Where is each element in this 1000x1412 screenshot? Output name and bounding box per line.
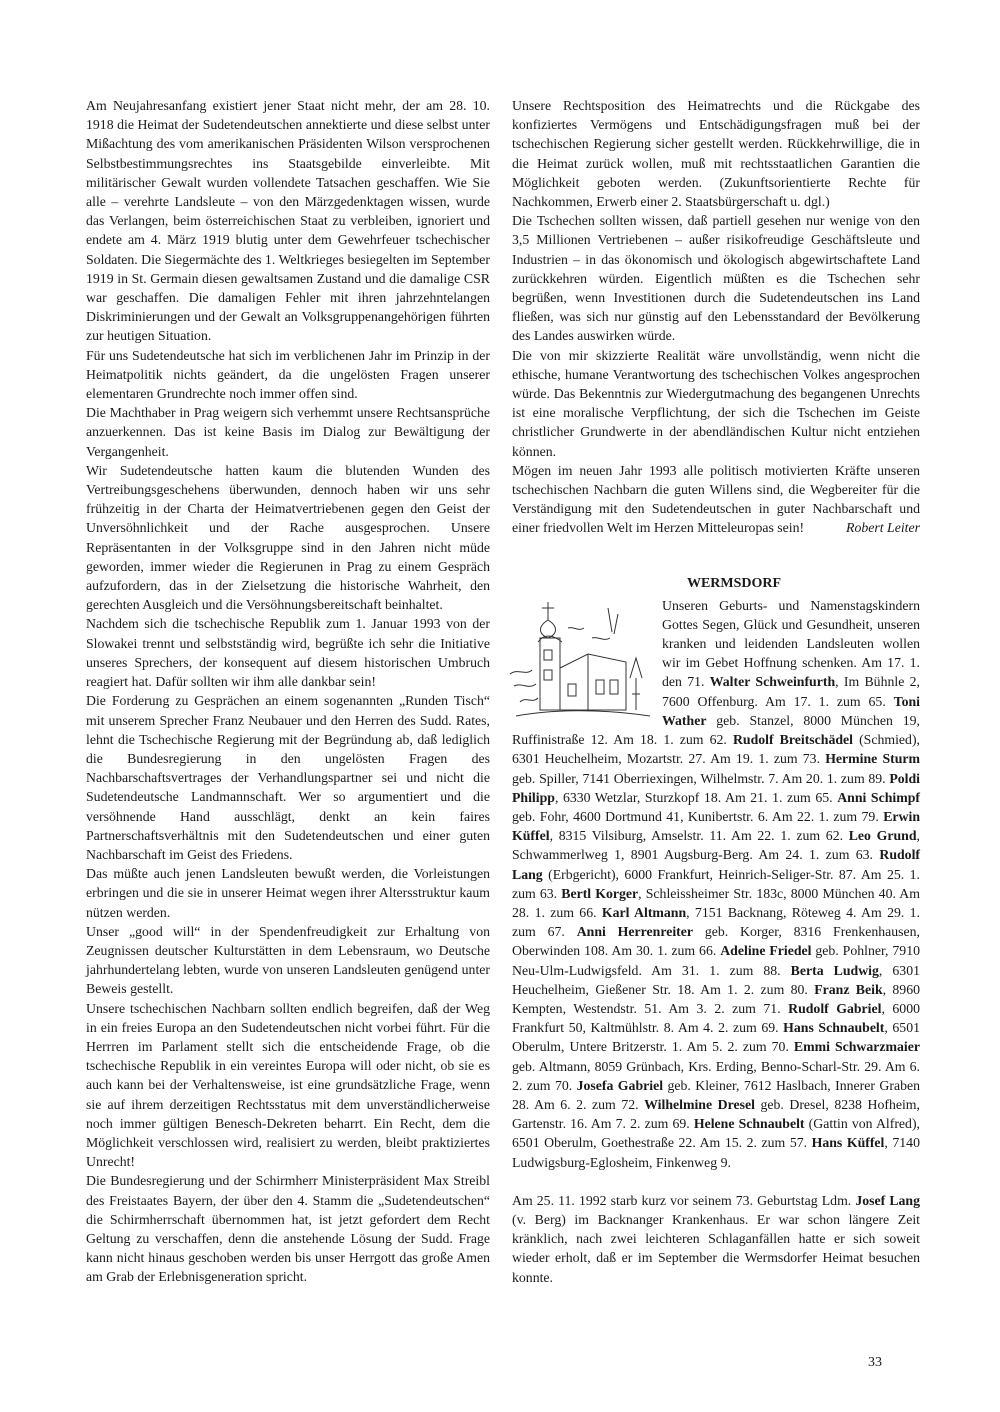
greeting-text: Unseren Geburts- und Namenstagskindern Gottes Segen, Glück und Gesundheit, unseren kranken und leidenden Landsleuten wollen wir im Gebet Hoffnung schenken. [662,597,920,671]
entry-address: geb. Pohlner, 7910 Neu-Ulm-Ludwigsfeld. [512,943,920,978]
paragraph-with-signature [512,461,920,538]
obituary [512,1191,920,1287]
entry-date: Am 5. 2. zum 70. [682,1039,794,1055]
obituary-intro: Am 25. 11. 1992 starb kurz vor seinem 73. Geburtstag Ldm. [512,1192,856,1208]
entry-address: (Erbgericht), 6000 Frankfurt, Heinrich-Seliger-Str. 87. [542,866,857,882]
person-name: Toni Wather [662,693,920,728]
entry-date: Am 3. 2. zum 71. [661,1000,789,1016]
paragraph: Die Tschechen sollten wissen, daß partiell gesehen nur wenige von den 3,5 Millionen Vertriebenen – außer risikofreudige Geschäftsleute und Industrien – in das ökonomisch und ökologisch abgewirtschaftete Land zurückkehren würden. Eigentlich müßten es die Tschechen sehr begrüßen, wenn Investitionen durch die Sudetendeutschen ins Land fließen, was sich nur günstig auf den Lebensstandard der Bevölkerung des Landes auswirken würde. [512,213,920,344]
entry-address: geb. Fohr, 4600 Dortmund 41, Kunibertstr. 6. [512,808,769,824]
paragraph: Wir Sudetendeutsche hatten kaum die blutenden Wunden des Vertreibungsgeschehens überwunden, dennoch haben wir uns sehr frühzeitig in der Charta der Heimatvertriebenen gegen den Geist der Unversöhnlichkeit und der Rache ausgesprochen. Unsere Repräsentanten in der Volksgruppe sind in den Jahren nicht müde geworden, immer wieder die Regierunen in Prag zu einem Gespräch aufzufordern, das in der Zielsetzung die historische Wahrheit, den gerechten Ausgleich und die Versöhnungsbereitschaft beinhaltet. [86,462,490,613]
entry-address: , 7151 Backnang, Röteweg 4. [686,904,857,920]
person-name: Josefa Gabriel [576,1077,664,1093]
person-name: Hermine Sturm [825,751,921,767]
entry-date: Am 17. 1. zum 65. [757,693,894,709]
person-name: Rudolf Breitschädel [732,732,853,748]
entry-address: (Gattin von Alfred), 6501 Oberulm, Goethestraße 22. [512,1116,920,1151]
page-number: 33 [868,1355,882,1370]
paragraph: Unsere tschechischen Nachbarn sollten endlich begreifen, daß der Weg in ein freies Europa an den Sudetendeutschen nicht vorbei führt. Für die Herrren im Parlament stellt sich die entscheidende Frage, ob die tschechische Republik in ein vereintes Europa will oder nicht, ob sie es auch kann bei der Verhaltensweise, ist eine grundsätzliche Frage, wenn sie auf ihrem derzeitigen Rechtsstatus mit dem unverständlicherweise noch immer gültigen Benesch-Dekreten beharrt. Ein Recht, dem die Möglichkeit verschlossen wird, realisiert zu werden, bleibt praktiziertes Unrecht! [86,1000,490,1170]
paragraph: Am Neujahresanfang existiert jener Staat nicht mehr, der am 28. 10. 1918 die Heimat der Sudetendeutschen annektierte und diese selbst unter Mißachtung des vom amerikanischen Präsidenten Wilson versprochenen Selbstbestimmungsrechtes ins Staatsgebilde einverleibte. Mit militärischer Gewalt wurden vollendete Tatsachen geschaffen. Wie Sie alle – verehrte Landsleute – von den Märzgedenktagen wissen, wurde das Verlangen, beim österreichischen Staat zu verbleiben, ignoriert und endete am 4. März 1919 blutig unter dem Gewehrfeuer tschechischer Soldaten. Die Siegermächte des 1. Weltkrieges besiegelten im September 1919 in St. Germain diesen gewaltsamen Zustand und die damalige CSR war geschaffen. Die damaligen Fehler mit ihren jahrzehntelangen Diskriminierungen und der Gewalt an Volksgruppenangehörigen führten zur heutigen Situation. [86,98,490,344]
paragraph: Die Bundesregierung und der Schirmherr Ministerpräsident Max Streibl des Freistaates Bayern, der über den 4. Stamm die „Sudetendeutschen“ die Schirmherrschaft übernommen hat, ist jetzt gefordert dem Recht Geltung zu verschaffen, denn die anstehende Lösung der Sudd. Frage kann nicht hinaus geschoben werden bis unser Herrgott das große Amen am Grab der Erlebnisgeneration spricht. [86,1173,490,1285]
entry-address: , 6301 Heuchelheim, Gießener Str. 18. [512,962,920,997]
entry-date: Am 20. 1. zum 89. [778,770,890,786]
entry-address: , 6501 Oberulm, Untere Britzerstr. 1. [512,1020,920,1055]
person-name: Wilhelmine Dresel [644,1096,755,1112]
entry-date: Am 19. 1. zum 73. [705,751,826,767]
entry-date: Am 29. 1. zum 67. [512,904,920,940]
entry-date: Am 6. 2. zum 72. [529,1096,645,1112]
person-name: Emmi Schwarzmaier [793,1039,920,1055]
paragraph: Die Forderung zu Gesprächen an einem sogenannten „Runden Tisch“ mit unserem Sprecher Franz Neubauer und den Herren des Sudd. Rates, lehnt die Tschechische Regierung mit der Begründung ab, daß lediglich die Bundesregierung in den ungelösten Fragen des Nachbarschaftsvertrages der Verhandlungspartner sei und nicht die Sudetendeutsche Landmannschaft. Wer so argumentiert und die versöhnende Hand ausschlägt, denkt an kein faires Partnerschaftsverhältnis mit den Sudetendeutschen und einer guten Nachbarschaft im Geist des Friedens. [86,693,490,862]
entry-date: Am 18. 1. zum 62. [607,732,733,748]
paragraph: Unser „good will“ in der Spendenfreudigkeit zur Erhaltung von Zeugnissen deutscher Kulturstätten in dem Lebensraum, wo Deutsche jahrhundertelang lebten, wurde von unseren Landsleuten genügend unter Beweis gestellt. [86,923,490,997]
entry-date: Am 25. 1. zum 63. [512,866,920,901]
section-title: WERMSDORF [686,575,782,591]
entry-date: Am 31. 1. zum 88. [641,962,791,978]
entry-date: Am 21. 1. zum 65. [721,789,838,805]
entry-address: , 6330 Wetzlar, Sturzkopf 18. [554,789,722,805]
wermsdorf-section [512,596,920,1172]
entry-address: (Schmied), 6301 Heuchelheim, Mozartstr. 27. [512,732,920,767]
paragraph: Die Machthaber in Prag weigern sich verhemmt unsere Rechtsansprüche anzuerkennen. Das ist keine Basis im Dialog zur Bewältigung der Vergangenheit. [86,405,490,459]
entry-address: , 8960 Kempten, Westendstr. 51. [512,981,920,1016]
spacer [512,1172,920,1191]
entry-date: Am 15. 2. zum 57. [695,1135,812,1151]
author-signature: Robert Leiter [846,520,920,536]
person-name: Leo Grund [848,828,917,844]
entry-date: Am 22. 1. zum 62. [726,828,849,844]
person-name: Anni Herrenreiter [576,924,693,940]
entry-date: Am 1. 2. zum 80. [694,981,815,997]
entry-address: , Im Bühnle 2, 7600 Offenburg. [662,674,920,709]
entry-address: geb. Spiller, 7141 Oberriexingen, Wilhelmstr. 7. [512,770,779,786]
entry-date: Am 7. 2. zum 69. [587,1116,694,1132]
entry-address: geb. Korger, 8316 Frenkenhausen, Oberwinden 108. [512,924,921,959]
entry-date: Am 22. 1. zum 79. [768,808,884,824]
entry-date: Am 30. 1. zum 66. [608,943,721,959]
person-name: Franz Beik [814,981,883,997]
person-name: Poldi Philipp [512,770,920,805]
person-name: Bertl Korger [561,885,639,901]
right-column [512,96,920,1287]
paragraph: Nachdem sich die tschechische Republik zum 1. Januar 1993 von der Slowakei trennt und selbstständig wird, begrüßte ich sehr die Initiative unseres Sprechers, der konsequent auf diesem historischen Umbruch reagiert hat. Dafür sollten wir ihm alle dankbar sein! [86,616,490,690]
deceased-name: Josef Lang [855,1192,920,1208]
entry-address: , 8315 Vilsiburg, Amselstr. 11. [549,828,727,844]
birthday-list [512,655,920,1169]
entry-address: geb. Altmann, 8059 Grünbach, Krs. Erding, Benno-Scharl-Str. 29. [512,1058,882,1074]
person-name: Erwin Küffel [512,808,920,844]
entry-address: geb. Stanzel, 8000 München 19, Ruffinistraße 12. [512,712,920,748]
person-name: Adeline Friedel [720,943,812,959]
entry-date: Am 24. 1. zum 63. [752,847,880,863]
entry-date: Am 17. 1. den 71. [662,655,920,690]
paragraph: Unsere Rechtsposition des Heimatrechts und die Rückgabe des konfiziertes Vermögens und Entschädigungsfragen muß bei der tschechischen Regierung sicher gestellt werden. Rückkehrwillige, die in die Heimat zurück wollen, muß mit rechtsstaatlichen Garantien die Möglichkeit geboten werden. (Zukunftsorientierte Rechte für Nachkommen, Erwerb einer 2. Staatsbürgerschaft u. dgl.) [512,98,920,210]
person-name: Helene Schnaubelt [693,1116,805,1132]
entry-address: , Schleissheimer Str. 183c, 8000 München 40. [638,885,896,901]
entry-date: Am 4. 2. zum 69. [674,1020,784,1036]
obituary-text: (v. Berg) im Backnanger Krankenhaus. Er war schon längere Zeit kränklich, nach zwei leichteren Schlaganfällen hatte er sich soweit wieder erholt, daß er im September die Wermsdorfer Heimat besuchen konnte. [512,1211,920,1285]
paragraph: Für uns Sudetendeutsche hat sich im verblichenen Jahr im Prinzip in der Heimatpolitik nichts geändert, da die ungelösten Fragen unserer elementaren Grundrechte noch immer offen sind. [86,347,490,402]
person-name: Karl Altmann [601,904,687,920]
person-name: Berta Ludwig [790,962,879,978]
paragraph: Das müßte auch jenen Landsleuten bewußt werden, die Vorleistungen erbringen und die sie in unserer Heimat wegen ihrer Altersstruktur kaum nützen werden. [86,866,490,920]
entry-address: geb. Kleiner, 7612 Haslbach, Innerer Graben 28. [512,1077,920,1112]
person-name: Hans Küffel [811,1135,885,1151]
person-name: Rudolf Gabriel [788,1000,882,1016]
entry-address: , 6000 Frankfurt 50, Kaltmühlstr. 8. [512,1000,920,1036]
entry-address: , Schwammerlweg 1, 8901 Augsburg-Berg. [512,828,920,863]
church-illustration-icon [508,598,656,726]
entry-address: geb. Dresel, 8238 Hofheim, Gartenstr. 16. [512,1096,920,1132]
person-name: Walter Schweinfurth [709,674,836,690]
left-column [86,96,490,1287]
closing-paragraph: Mögen im neuen Jahr 1993 alle politisch motivierten Kräfte unseren tschechischen Nachbarn die guten Willens sind, die Wegbereiter für die Verständigung mit den Sudetendeutschen in guter Nachbarschaft und einer friedvollen Welt im Herzen Mitteleuropas sein! [512,462,920,536]
entry-date: Am 28. 1. zum 66. [512,885,920,920]
paragraph: Die von mir skizzierte Realität wäre unvollständig, wenn nicht die ethische, humane Verantwortung des tschechischen Volkes angesprochen würde. Das Bekenntnis zur Wiedergutmachung des begangenen Unrechts ist eine moralische Verpflichtung, der sich die Tschechen im Geiste christlicher Grundwerte in der abendländischen Kultur nicht entziehen können. [512,347,920,459]
person-name: Hans Schnaubelt [783,1020,885,1036]
person-name: Anni Schimpf [837,789,920,805]
entry-date: Am 6. 2. zum 70. [512,1058,921,1093]
person-name: Rudolf Lang [512,847,920,882]
entry-address: , 7140 Ludwigsburg-Eglosheim, Finkenweg 9. [512,1135,920,1170]
